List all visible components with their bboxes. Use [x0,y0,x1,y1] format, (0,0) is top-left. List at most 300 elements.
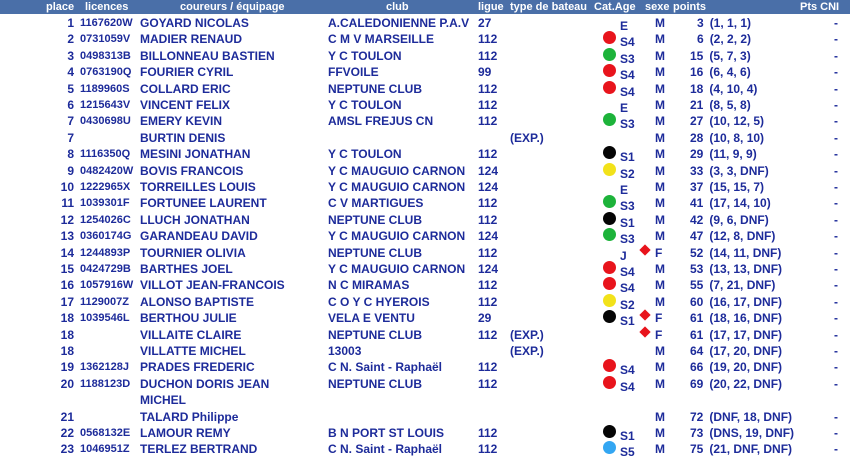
sex-cell: M [655,360,665,375]
cni-points-cell: - [834,262,838,276]
licence-cell: 0424729B [80,263,131,275]
points-detail: (19, 20, DNF) [709,360,783,375]
header-coureurs: coureurs / équipage [180,1,285,13]
place-cell: 18 [60,344,74,358]
ligue-cell: 112 [478,98,498,112]
place-cell: 2 [67,32,74,47]
points-total: 3 [697,16,704,30]
licence-cell: 1254026C [80,213,131,226]
licence-cell: 1222965X [80,181,131,193]
sex-cell: F [655,311,663,326]
circle-marker-icon [603,425,616,438]
cni-points-cell: - [834,294,838,309]
table-row [0,163,850,179]
ligue-cell: 27 [478,16,492,30]
points-detail: (9, 6, DNF) [709,212,769,227]
ligue-cell: 112 [478,212,498,227]
ligue-cell: 112 [478,114,498,129]
table-row [0,261,850,277]
boat-type-cell: (EXP.) [510,344,544,358]
competitor-name: FORTUNEE LAURENT [140,196,267,211]
points-cell [690,98,751,112]
place-cell: 23 [60,442,74,457]
competitor-name: VILLOT JEAN-FRANCOIS [140,278,285,293]
points-cell [690,196,771,210]
cni-points-cell: - [834,65,838,80]
sex-cell: M [655,147,665,162]
age-category-cell: S1 [620,314,635,329]
club-cell: 13003 [328,344,362,358]
points-total: 52 [690,245,704,260]
female-diamond-icon [639,310,650,321]
age-category-cell: S3 [620,199,635,214]
cni-points-cell: - [834,32,838,47]
ligue-cell: 124 [478,180,499,194]
points-cell [690,442,792,456]
sex-cell: M [655,114,665,129]
competitor-name: BARTHES JOEL [140,262,233,276]
points-total: 33 [690,163,704,178]
competitor-name: BERTHOU JULIE [140,311,237,326]
place-cell: 16 [60,278,74,293]
club-cell: FFVOILE [328,65,379,80]
points-total: 47 [690,229,704,244]
ligue-cell: 29 [478,311,492,326]
sex-cell: M [655,426,665,440]
place-cell: 12 [60,212,74,227]
competitor-name: VILLAITE CLAIRE [140,327,242,342]
club-cell: NEPTUNE CLUB [328,212,423,227]
table-row [0,425,850,441]
table-row [0,64,850,83]
age-category-cell: S1 [620,150,635,165]
competitor-name: LLUCH JONATHAN [140,212,250,227]
place-cell: 18 [60,327,74,342]
ligue-cell: 99 [478,65,492,80]
circle-marker-icon [603,310,616,323]
cni-points-cell: - [834,130,838,145]
points-cell [690,426,794,440]
place-cell: 3 [67,48,74,63]
ligue-cell: 112 [478,376,498,391]
table-row [0,359,850,378]
club-cell: A.CALEDONIENNE P.A.V [328,16,470,30]
place-cell: 7 [67,130,74,145]
ligue-cell: 112 [478,442,498,457]
competitor-name: TALARD Philippe [140,409,239,424]
points-detail: (20, 22, DNF) [709,376,783,391]
age-category-cell: S3 [620,117,635,132]
points-cell [690,147,757,161]
circle-marker-icon [603,441,616,454]
table-row [0,81,850,97]
points-detail: (15, 15, 7) [709,180,765,194]
cni-points-cell: - [834,311,838,326]
age-category-cell: S4 [620,35,635,50]
sex-cell: M [655,278,665,293]
competitor-name: VINCENT FELIX [140,98,231,112]
points-cell [690,246,781,260]
place-cell: 9 [67,163,74,178]
female-diamond-icon [639,244,650,255]
club-cell: C N. Saint - Raphaël [328,360,443,375]
age-category-cell: S1 [620,429,635,443]
points-total: 69 [690,376,704,391]
sex-cell: M [655,180,665,194]
points-total: 53 [690,262,704,276]
table-row [0,195,850,214]
points-total: 41 [690,196,704,211]
ligue-cell: 112 [478,360,498,375]
points-cell [690,65,751,79]
points-detail: (10, 8, 10) [709,130,765,145]
cni-points-cell: - [834,196,838,211]
club-cell: NEPTUNE CLUB [328,245,423,260]
age-category-cell: S3 [620,232,635,247]
club-cell: Y C MAUGUIO CARNON [328,180,466,194]
points-detail: (DNF, 18, DNF) [709,409,793,424]
circle-marker-icon [603,294,616,307]
age-category-cell: S4 [620,265,635,279]
points-detail: (5, 7, 3) [709,48,751,63]
points-detail: (18, 16, DNF) [709,311,783,326]
table-row [0,409,850,425]
club-cell: VELA E VENTU [328,311,415,326]
age-category-cell: S1 [620,215,635,230]
points-cell [690,393,696,407]
age-category-cell: S2 [620,166,635,181]
boat-type-cell: (EXP.) [510,130,544,145]
points-detail: (11, 9, 9) [709,147,757,162]
place-cell: 5 [67,81,74,96]
place-cell: 1 [67,16,74,30]
cni-points-cell: - [834,278,838,293]
sex-cell: F [655,245,663,260]
age-category-cell: S4 [620,281,635,296]
table-row [0,212,850,228]
ligue-cell: 112 [478,278,498,293]
cni-points-cell: - [834,245,838,260]
sex-cell: M [655,212,665,227]
points-detail: (4, 10, 4) [709,81,758,96]
cni-points-cell: - [834,180,838,194]
cni-points-cell: - [834,344,838,358]
ligue-cell: 112 [478,426,498,440]
sex-cell: M [655,229,665,244]
club-cell: C N. Saint - Raphaël [328,442,443,457]
ligue-cell: 112 [478,294,498,309]
age-category-cell: S3 [620,51,635,66]
competitor-name: TORREILLES LOUIS [140,180,256,194]
licence-cell: 1215643V [80,99,131,111]
sex-cell: M [655,32,665,47]
points-cell [690,377,782,391]
table-row [0,277,850,296]
licence-cell: 1046951Z [80,443,130,456]
points-cell [697,16,751,30]
place-cell: 17 [60,294,74,309]
place-cell: 4 [67,65,74,80]
competitor-name: BOVIS FRANCOIS [140,163,244,178]
points-total: 72 [690,409,704,424]
sex-cell: M [655,48,665,63]
licence-cell: 0360174G [80,230,132,243]
club-cell: NEPTUNE CLUB [328,376,423,391]
header-sexe: sexe [645,1,670,13]
competitor-name: VILLATTE MICHEL [140,344,246,358]
points-detail: (13, 13, DNF) [709,262,783,276]
club-cell: Y C TOULON [328,147,402,162]
sex-cell: M [655,65,665,80]
points-detail: (DNS, 19, DNF) [709,426,795,440]
table-row [0,327,850,343]
header-ligue: ligue [478,1,504,13]
place-cell: 6 [67,98,74,112]
cni-points-cell: - [834,81,838,96]
licence-cell: 0482420W [80,164,134,177]
ligue-cell: 124 [478,163,499,178]
table-row [0,113,850,132]
ligue-cell: 112 [478,48,498,63]
cni-points-cell: - [834,163,838,178]
points-cell [690,213,769,227]
club-cell: AMSL FREJUS CN [328,114,434,129]
results-table-header [0,0,850,14]
licence-cell: 0763190Q [80,66,132,79]
circle-marker-icon [603,163,616,176]
points-total: 55 [690,278,704,293]
cni-points-cell: - [834,212,838,227]
ligue-cell: 112 [478,245,498,260]
points-cell [690,344,782,358]
cni-points-cell: - [834,114,838,129]
ligue-cell: 112 [478,32,498,47]
competitor-name: MADIER RENAUD [140,32,242,47]
points-detail: (14, 11, DNF) [709,245,782,260]
circle-marker-icon [603,64,616,77]
points-cell [690,311,782,325]
points-detail: (17, 14, 10) [709,196,771,211]
competitor-name: LAMOUR REMY [140,426,231,440]
ligue-cell: 112 [478,81,498,96]
licence-cell: 1189960S [80,82,130,95]
points-total: 27 [690,114,704,129]
points-detail: (3, 3, DNF) [709,163,769,178]
place-cell: 11 [61,196,74,211]
competitor-name: GOYARD NICOLAS [140,16,249,30]
licence-cell: 1039546L [80,312,130,325]
points-total: 18 [690,81,704,96]
header-points: points [673,1,706,13]
table-row [0,48,850,64]
age-category-cell: S5 [620,445,635,459]
cni-points-cell: - [834,442,838,457]
points-total: 29 [690,147,704,162]
table-row [0,15,850,31]
points-detail: (21, DNF, DNF) [709,442,793,457]
points-cell [697,32,751,46]
circle-marker-icon [603,212,616,225]
competitor-name: PRADES FREDERIC [140,360,255,375]
place-cell: 20 [60,376,74,391]
competitor-name: ALONSO BAPTISTE [140,294,255,309]
competitor-name: MESINI JONATHAN [140,147,251,162]
club-cell: Y C TOULON [328,48,402,63]
table-row [0,294,850,310]
place-cell: 15 [60,262,74,276]
circle-marker-icon [603,261,616,274]
sex-cell: M [655,376,665,391]
ligue-cell: 124 [478,262,499,276]
points-total: 75 [690,442,704,457]
competitor-name: BILLONNEAU BASTIEN [140,48,275,63]
table-row [0,343,850,359]
age-category-cell: S4 [620,68,635,83]
competitor-name: TOURNIER OLIVIA [140,245,246,260]
licence-cell: 1244893P [80,246,131,259]
club-cell: C M V MARSEILLE [328,32,435,47]
competitor-name: EMERY KEVIN [140,114,223,129]
club-cell: Y C MAUGUIO CARNON [328,229,466,244]
club-cell: Y C MAUGUIO CARNON [328,163,466,178]
points-cell [690,262,782,276]
cni-points-cell: - [834,376,838,391]
sex-cell: M [655,196,665,211]
ligue-cell: 112 [478,327,498,342]
points-cell [690,131,764,145]
points-total: 61 [690,327,704,342]
points-total: 21 [690,98,704,112]
club-cell: C V MARTIGUES [328,196,424,211]
club-cell: C O Y C HYEROIS [328,294,430,309]
table-row [0,245,850,261]
licence-cell: 0731059V [80,33,131,46]
points-total: 28 [690,130,704,145]
sex-cell: M [655,98,665,112]
header-type: type de bateau [510,1,588,13]
cni-points-cell: - [834,229,838,244]
header-cni: Pts CNI [800,1,840,13]
licence-cell: 1039301F [80,197,130,210]
sex-cell: M [655,130,665,145]
points-detail: (12, 8, DNF) [709,229,776,244]
competitor-name: GARANDEAU DAVID [140,229,258,244]
points-detail: (2, 2, 2) [709,32,752,47]
place-cell: 18 [60,311,74,326]
place-cell: 10 [60,180,74,194]
age-category-cell: J [620,248,627,263]
licence-cell: 1057916W [80,279,134,292]
place-cell: 7 [67,114,74,129]
circle-marker-icon [603,228,616,241]
female-diamond-icon [639,326,650,337]
points-total: 42 [690,212,704,227]
licence-cell: 1362128J [80,361,129,374]
age-category-cell: S4 [620,379,635,394]
sex-cell: M [655,442,665,457]
licence-cell: 0498313B [80,49,131,62]
circle-marker-icon [603,48,616,61]
sex-cell: M [655,16,665,30]
boat-type-cell: (EXP.) [510,327,544,342]
ligue-cell: 112 [478,147,498,162]
licence-cell: 1188123D [80,377,131,390]
club-cell: Y C TOULON [328,98,402,112]
table-row [0,376,850,392]
header-club: club [386,1,409,13]
points-total: 6 [697,32,704,47]
sex-cell: M [655,262,665,276]
table-row [0,392,850,408]
club-cell: B N PORT ST LOUIS [328,426,445,440]
table-row [0,97,850,113]
sex-cell: M [655,294,665,309]
points-total: 64 [690,344,704,358]
circle-marker-icon [603,359,616,372]
circle-marker-icon [603,277,616,290]
ligue-cell: 112 [478,196,498,211]
points-total: 73 [690,426,704,440]
points-cell [690,164,769,178]
age-category-cell: E [620,19,629,33]
circle-marker-icon [603,81,616,94]
sex-cell: F [655,327,663,342]
age-category-cell: E [620,183,629,197]
points-cell [690,180,764,194]
competitor-name: TERLEZ BERTRAND [140,442,258,457]
circle-marker-icon [603,146,616,159]
points-cell [690,229,775,243]
cni-points-cell: - [834,147,838,162]
points-detail: (17, 17, DNF) [709,327,783,342]
club-cell: N C MIRAMAS [328,278,410,293]
place-cell: 13 [60,229,74,244]
age-category-cell: S4 [620,84,635,99]
cni-points-cell: - [834,327,838,342]
sex-cell: M [655,409,665,424]
circle-marker-icon [603,376,616,389]
table-row [0,310,850,329]
points-detail: (8, 5, 8) [709,98,751,112]
table-row [0,31,850,50]
place-cell: 21 [60,409,74,424]
circle-marker-icon [603,195,616,208]
place-cell: 19 [60,360,74,375]
competitor-name: FOURIER CYRIL [140,65,234,80]
table-row [0,130,850,146]
age-category-cell: S4 [620,363,635,378]
points-total: 61 [690,311,704,326]
competitor-name: MICHEL [140,393,186,408]
points-total: 60 [690,294,704,309]
ligue-cell: 124 [478,229,499,244]
points-total: 37 [690,180,704,194]
place-cell: 22 [60,426,74,440]
age-category-cell: S2 [620,297,635,312]
cni-points-cell: - [834,426,838,440]
points-total: 15 [690,48,704,63]
points-total: 66 [690,360,704,375]
points-detail: (16, 17, DNF) [709,294,783,309]
cni-points-cell: - [834,98,838,112]
points-detail: (10, 12, 5) [709,114,765,129]
licence-cell: 0430698U [80,115,131,128]
competitor-name: COLLARD ERIC [140,81,231,96]
points-detail: (7, 21, DNF) [709,278,776,293]
club-cell: NEPTUNE CLUB [328,327,423,342]
sex-cell: M [655,81,665,96]
licence-cell: 1167620W [80,17,133,29]
